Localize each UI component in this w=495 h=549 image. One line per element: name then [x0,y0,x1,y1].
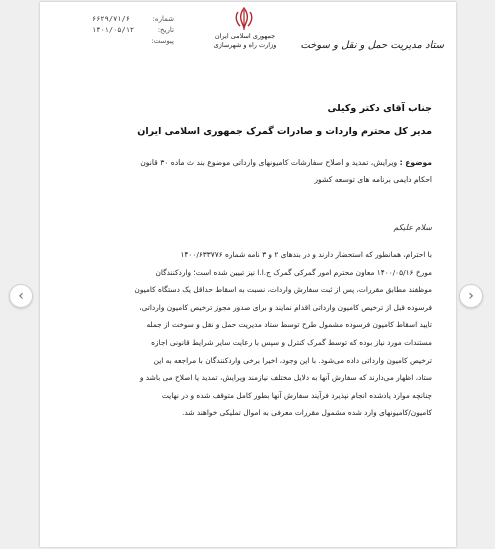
body-line: مورخ ۱۴۰۰/۰۵/۱۶ معاون محترم امور گمرکی گمرک ج.ا.ا نیز تبیین شده است؛ واردکنندگان [155,267,432,277]
body-line: مستندات مورد نیاز بوده که توسط گمرک کنترل و سپس با رعایت سایر شرایط قانونی اجازه [151,337,432,347]
body-line: تایید اسقاط کامیون فرسوده مشمول طرح توسط ستاد مدیریت حمل و نقل و سوخت از جمله [146,320,432,330]
letter-page [40,2,456,547]
body-line: ترخیص کامیون وارداتی داده می‌شود. با این وجود، اخیرا برخی واردکنندگان با مراجعه به این [153,355,432,365]
number-row [92,14,174,25]
chevron-right-icon: › [468,288,474,304]
body-line: چنانچه موارد یادشده انجام نپذیرد فرآیند سفارش آنها بطور کامل متوقف شده و در نهایت [161,390,432,400]
next-image-button[interactable] [459,284,483,308]
date-value: ۱۴۰۱/۰۵/۱۲ [92,26,135,34]
chevron-left-icon: ‹ [18,288,24,304]
ministry-name [210,32,280,50]
body-line: فرسوده قبل از ترخیص کامیون وارداتی اقدام نمایند و برای صدور مجوز ترخیص کامیون وارداتی، [139,302,432,312]
number-value: ۶۶۲۹/۷۱/۶ [92,15,130,23]
body-line: با احترام، همانطور که استحضار دارند و در بندهای ۲ و ۳ نامه شماره ۱۴۰۰/۶۳۳۷۷۶ [180,250,432,259]
addressee-title: مدیر کل محترم واردات و صادرات گمرک جمهوری اسلامی ایران [137,126,432,137]
subject-block [64,154,432,188]
date-row [92,25,174,36]
ministry-line-1: جمهوری اسلامی ایران [214,32,276,40]
ministry-line-2: وزارت راه و شهرسازی [213,41,277,49]
number-label: شماره: [152,15,174,23]
body-line: کامیون/کامیونهای وارد شده مشمول مقررات معرفی به اموال تملیکی خواهند شد. [182,408,432,418]
headquarters-title: ستاد مدیریت حمل و نقل و سوخت [300,40,444,51]
subject-line-1 [64,154,432,171]
iran-emblem-icon [232,6,256,32]
attachment-label: پیوست: [151,37,174,45]
attachment-row [92,36,174,47]
subject-line-2: احکام دایمی برنامه های توسعه کشور [314,175,432,184]
letter-body [60,246,432,422]
greeting: سلام علیکم [393,223,432,232]
subject-label: موضوع : [399,158,432,167]
date-label: تاریخ: [157,26,174,34]
addressee: جناب آقای دکتر وکیلی [327,103,432,114]
letter-metadata [92,14,174,47]
previous-image-button[interactable] [9,284,33,308]
body-line: ستاد، اظهار می‌دارند که سفارش آنها به دلایل مختلف نیازمند ویرایش، تمدید یا اصلاح می باشد و [139,373,432,383]
body-line: موظفند مطابق مقررات، پس از ثبت سفارش واردات، نسبت به اسقاط حداقل یک دستگاه کامیون [134,285,432,295]
subject-text-1: ویرایش، تمدید و اصلاح سفارشات کامیونهای وارداتی موضوع بند ث ماده ۳۰ قانون [140,158,398,167]
